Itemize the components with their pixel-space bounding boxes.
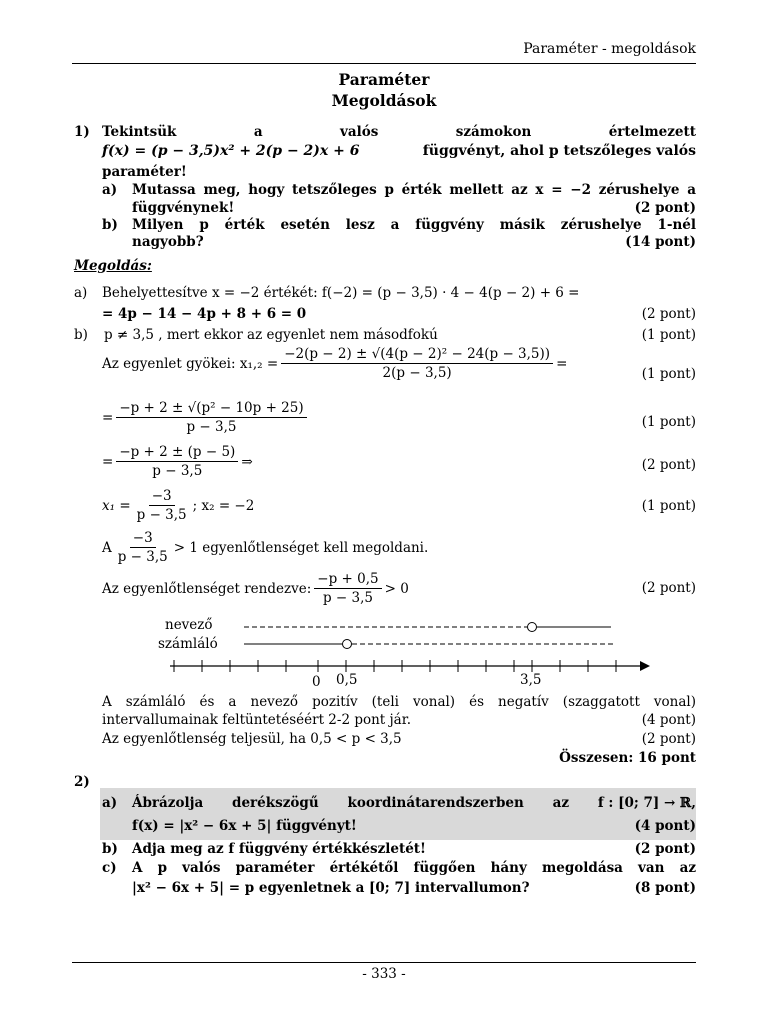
roots-fraction	[281, 346, 553, 381]
intro-word: Tekintsük	[102, 124, 177, 140]
step-2-fraction	[116, 400, 306, 435]
problem-2c-label: c)	[102, 860, 117, 876]
problem-2a-word: f : [0; 7] → ℝ,	[597, 795, 696, 811]
problem-2a-word: derékszögű	[232, 795, 319, 811]
problem-2c-line1: A p valós paraméter értékétől függően hány megoldása van az	[132, 860, 696, 876]
numerator-open-point	[343, 640, 352, 649]
step-3-denominator: p − 3,5	[152, 463, 203, 479]
function-definition: f(x) = (p − 3,5)x² + 2(p − 2)x + 6	[102, 143, 360, 159]
rearranged-post: > 0	[384, 580, 409, 597]
explanation-line2: intervallumainak feltüntetéséért 2-2 pont jár.	[102, 712, 411, 728]
rearranged-text: Az egyenlőtlenséget rendezve:	[102, 580, 312, 597]
problem-2a-word: koordinátarendszerben	[347, 795, 524, 811]
inequality-statement	[102, 530, 428, 565]
roots-values	[102, 488, 254, 523]
inequality-fraction	[115, 530, 171, 565]
footer-rule	[72, 962, 696, 963]
rearranged-inequality	[102, 571, 409, 606]
header-rule	[72, 63, 696, 64]
solution-a-label: a)	[74, 285, 88, 301]
step-3-formula: = $\frac{-p + 2 \pm (p - 5)}{p - 3,5}$ ⇒	[102, 444, 253, 479]
problem-1-number: 1)	[74, 124, 90, 140]
problem-1b-line1: Milyen p érték esetén lesz a függvény másik zérushelye 1-nél	[132, 217, 696, 233]
problem-2b-points: (2 pont)	[634, 841, 696, 857]
step-2-numerator: −p + 2 ± √(p² − 10p + 25)	[116, 400, 306, 418]
total-points: Összesen: 16 pont	[559, 750, 696, 766]
problem-1-intro	[102, 124, 696, 140]
step-2-formula: = $\frac{\text{−p + 2 ± √(p² − 10p + 25)}}{p - 3,5}$	[102, 400, 310, 435]
function-tail: függvényt, ahol p tetszőleges valós	[422, 143, 696, 159]
explanation-points: (4 pont)	[641, 712, 696, 728]
step-2-points: (1 pont)	[641, 414, 696, 430]
problem-1a-line1: Mutassa meg, hogy tetszőleges p érték mellett az x = −2 zérushelye a	[132, 182, 696, 198]
problem-1-intro-end: paraméter!	[102, 164, 187, 180]
problem-2a-word: az	[552, 795, 570, 811]
intro-word: a	[253, 124, 263, 140]
tick-label-3-5: 3,5	[520, 672, 542, 688]
problem-2a-word: Ábrázolja	[132, 795, 204, 811]
roots-equals: =	[556, 355, 568, 372]
denominator-open-point	[528, 623, 537, 632]
final-answer: Az egyenlőtlenség teljesül, ha 0,5 < p < 3,5	[102, 731, 402, 747]
tick-label-0: 0	[312, 674, 321, 690]
problem-2c-points: (8 pont)	[634, 880, 696, 896]
problem-2a-points: (4 pont)	[634, 818, 696, 834]
solution-b-line1-points: (1 pont)	[641, 327, 696, 343]
intro-word: számokon	[455, 124, 532, 140]
step-2-denominator: p − 3,5	[186, 419, 237, 435]
problem-1a-points: (2 pont)	[634, 200, 696, 216]
inequality-pre: A	[102, 539, 112, 556]
intro-word: értelmezett	[608, 124, 696, 140]
roots-text: Az egyenlet gyökei: x₁,₂ =	[102, 355, 279, 372]
rearranged-numerator: −p + 0,5	[314, 571, 381, 589]
x1-lhs: x₁ =	[102, 497, 131, 514]
rearranged-points: (2 pont)	[641, 580, 696, 596]
problem-1-function	[102, 143, 696, 159]
problem-2b-line: Adja meg az f függvény értékkészletét!	[132, 841, 426, 857]
label-numerator: számláló	[158, 636, 218, 652]
solution-a-line2: = 4p − 14 − 4p + 8 + 6 = 0	[102, 306, 307, 322]
page-number: - 333 -	[362, 966, 406, 982]
roots-numerator: −2(p − 2) ± √(4(p − 2)² − 24(p − 3,5))	[281, 346, 553, 364]
x2-value: ; x₂ = −2	[192, 497, 255, 514]
inequality-denominator: p − 3,5	[117, 549, 168, 565]
problem-2a-label: a)	[102, 795, 118, 811]
problem-2-number: 2)	[74, 774, 90, 790]
solution-a-line1: Behelyettesítve x = −2 értékét: f(−2) = (p − 3,5) · 4 − 4(p − 2) + 6 =	[102, 285, 580, 301]
x1-denominator: p − 3,5	[136, 507, 187, 523]
running-header: Paraméter - megoldások	[523, 41, 696, 57]
page-subtitle: Megoldások	[331, 91, 437, 110]
sign-diagram	[0, 610, 768, 695]
problem-1b-points: (14 pont)	[625, 234, 696, 250]
inequality-numerator: −3	[130, 530, 156, 548]
roots-denominator: 2(p − 3,5)	[382, 365, 452, 381]
solution-a-points: (2 pont)	[641, 306, 696, 322]
problem-1a-line2: függvénynek!	[132, 200, 235, 216]
inequality-post: > 1 egyenlőtlenséget kell megoldani.	[173, 539, 429, 556]
problem-2c-line2: |x² − 6x + 5| = p egyenletnek a [0; 7] intervallumon?	[132, 880, 530, 896]
label-denominator: nevező	[165, 617, 213, 633]
solution-heading: Megoldás:	[74, 258, 152, 274]
problem-2b-label: b)	[102, 841, 118, 857]
problem-1b-label: b)	[102, 217, 118, 233]
solution-b-line1: p ≠ 3,5 , mert ekkor az egyenlet nem másodfokú	[104, 327, 438, 343]
problem-1a-label: a)	[102, 182, 118, 198]
final-points: (2 pont)	[641, 731, 696, 747]
step-3-points: (2 pont)	[641, 457, 696, 473]
step-3-fraction	[116, 444, 238, 479]
roots-formula	[102, 346, 567, 381]
problem-2a-line1	[132, 795, 696, 811]
roots-points: (1 pont)	[641, 366, 696, 382]
intro-word: valós	[340, 124, 379, 140]
x1-fraction	[134, 488, 190, 523]
problem-1b-line2: nagyobb?	[132, 234, 204, 250]
rearranged-fraction	[314, 571, 381, 606]
axis-arrow	[640, 661, 650, 671]
x1-numerator: −3	[149, 488, 175, 506]
page-title: Paraméter	[338, 70, 430, 89]
step-3-numerator: −p + 2 ± (p − 5)	[116, 444, 238, 462]
problem-2a-line2: f(x) = |x² − 6x + 5| függvényt!	[132, 818, 357, 834]
tick-label-0-5: 0,5	[336, 672, 358, 688]
roots-values-points: (1 pont)	[641, 498, 696, 514]
explanation-line1: A számláló és a nevező pozitív (teli vonal) és negatív (szaggatott vonal)	[102, 694, 696, 710]
solution-b-label: b)	[74, 327, 88, 343]
rearranged-denominator: p − 3,5	[322, 590, 373, 606]
